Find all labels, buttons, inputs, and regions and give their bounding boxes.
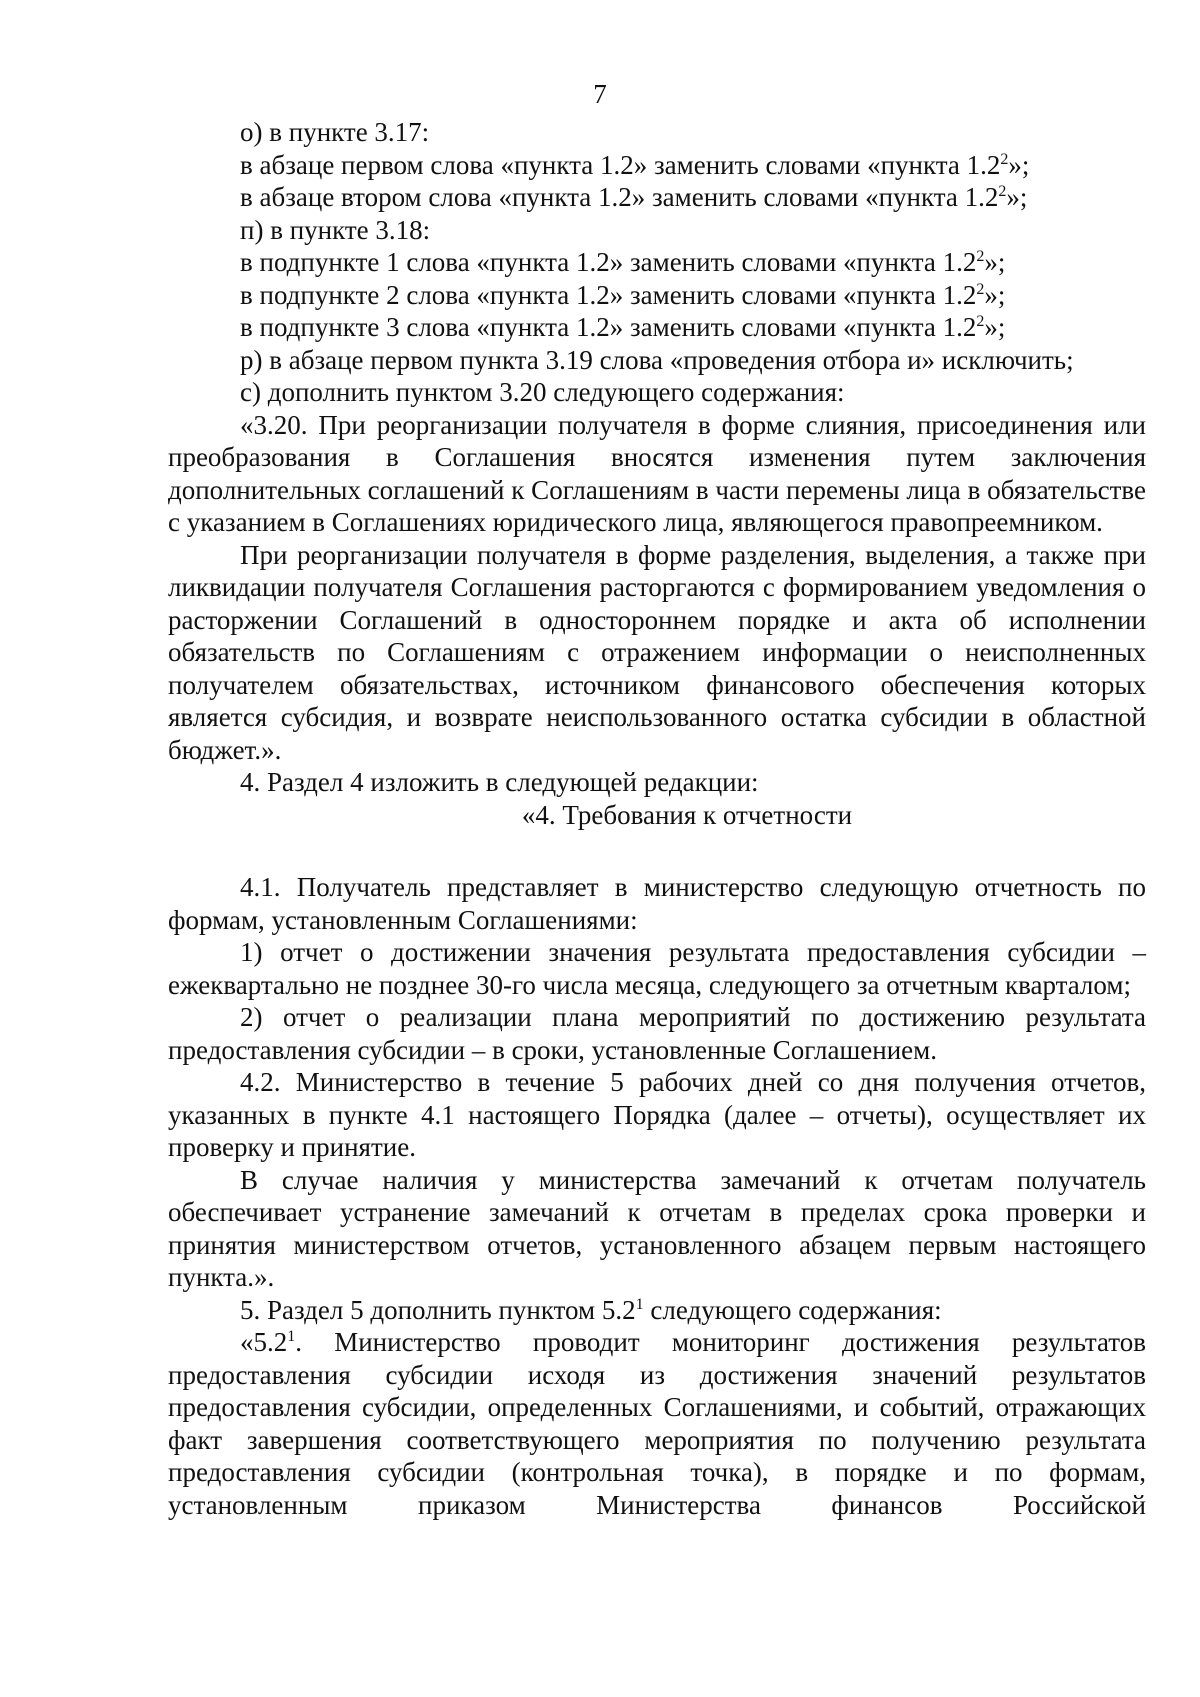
paragraph-4-2: 4.2. Министерство в течение 5 рабочих дней со дня получения отчетов, указанных в пункте 4.1 настоящего Порядка (далее – отчеты), осуществляет их проверку и принятие. [168,1067,1146,1162]
paragraph-3-20: «3.20. При реорганизации получателя в форме слияния, присоединения или преобразования в Соглашения вносятся изменения путем заключения дополнительных соглашений к Соглашениям в части перемены лица в обязательстве с указанием в Соглашениях юридического лица, являющегося правопреемником. [168,409,1146,537]
item-p-intro: п) в пункте 3.18: [240,214,431,245]
paragraph-5-2-1-text: . Министерство проводит мониторинг достижения результатов предоставления субсидии исходя из достижения значений результатов предоставления субсидии, определенных Соглашениями, и событий, отражающих факт завершения соответствующего мероприятия по получению результата предоставления субсидии (контрольная точка), в порядке и по формам, установленным приказом Министерства финансов Российской [168,1327,1146,1520]
item-p-line-1-text: в подпункте 1 слова «пункта 1.2» заменить словами «пункта 1.2 [240,247,977,277]
item-s-intro: с) дополнить пунктом 3.20 следующего содержания: [240,377,845,407]
paragraph-5-2-1-number: «5.2 [240,1327,288,1357]
section-4-intro: 4. Раздел 4 изложить в следующей редакции: [240,767,759,797]
paragraph-4-1: 4.1. Получатель представляет в министерство следующую отчетность по формам, установленным Соглашениями: [168,872,1146,935]
paragraph-4-1-item-1: 1) отчет о достижении значения результата предоставления субсидии – ежеквартально не позднее 30-го числа месяца, следующего за отчетным кварталом; [168,937,1146,1000]
item-p-line-1 [168,246,1146,279]
item-o-line-1 [168,149,1146,182]
paragraph-5-2-1-superscript: 1 [287,1328,296,1345]
section-5-intro-superscript: 1 [635,1295,644,1313]
item-p-line-3-end: »; [984,312,1006,342]
section-4-heading: «4. Требования к отчетности [521,799,853,830]
page-number: 7 [593,79,607,109]
item-p-line-1-superscript: 2 [976,248,985,265]
item-o-line-2-end: »; [1006,182,1028,212]
item-p-line-2-end: »; [984,279,1006,310]
item-o-line-1-superscript: 2 [1000,150,1009,168]
section-5-intro-text: 5. Раздел 5 дополнить пунктом 5.2 [240,1294,636,1325]
item-p-line-2 [168,279,1146,312]
item-p-line-1-end: »; [984,247,1006,277]
paragraph-3-20-second: При реорганизации получателя в форме разделения, выделения, а также при ликвидации получателя Соглашения расторгаются с формированием уведомления о расторжении Соглашений в одностороннем порядке и акта об исполнении обязательств по Соглашениям с отражением информации о неисполненных получателем обязательствах, источником финансового обеспечения которых является субсидия, и возврате неиспользованного остатка субсидии в областной бюджет.». [168,539,1146,765]
item-p-line-3 [168,311,1146,344]
item-o-intro: о) в пункте 3.17: [240,117,430,147]
item-p-line-2-text: в подпункте 2 слова «пункта 1.2» заменить словами «пункта 1.2 [240,279,977,310]
section-5-intro [168,1294,1146,1327]
item-o-line-2-superscript: 2 [998,183,1007,200]
item-o-line-1-text: в абзаце первом слова «пункта 1.2» заменить словами «пункта 1.2 [240,149,1001,180]
paragraph-5-2-1 [168,1326,1146,1521]
item-o-line-2 [168,181,1146,214]
item-o-line-1-end: »; [1008,149,1030,180]
item-r: р) в абзаце первом пункта 3.19 слова «проведения отбора и» исключить; [240,344,1074,375]
item-o-line-2-text: в абзаце втором слова «пункта 1.2» заменить словами «пункта 1.2 [240,182,999,212]
document-body [168,116,1146,1521]
paragraph-4-1-item-2: 2) отчет о реализации плана мероприятий по достижению результата предоставления субсидии – в сроки, установленные Соглашением. [168,1002,1146,1065]
item-p-line-3-text: в подпункте 3 слова «пункта 1.2» заменить словами «пункта 1.2 [240,312,977,342]
item-p-line-3-superscript: 2 [976,313,985,330]
paragraph-4-2-second: В случае наличия у министерства замечаний к отчетам получатель обеспечивает устранение замечаний к отчетам в пределах срока проверки и принятия министерством отчетов, установленного абзацем первым настоящего пункта.». [168,1164,1146,1292]
item-p-line-2-superscript: 2 [976,280,985,298]
section-5-intro-end: следующего содержания: [643,1294,942,1325]
